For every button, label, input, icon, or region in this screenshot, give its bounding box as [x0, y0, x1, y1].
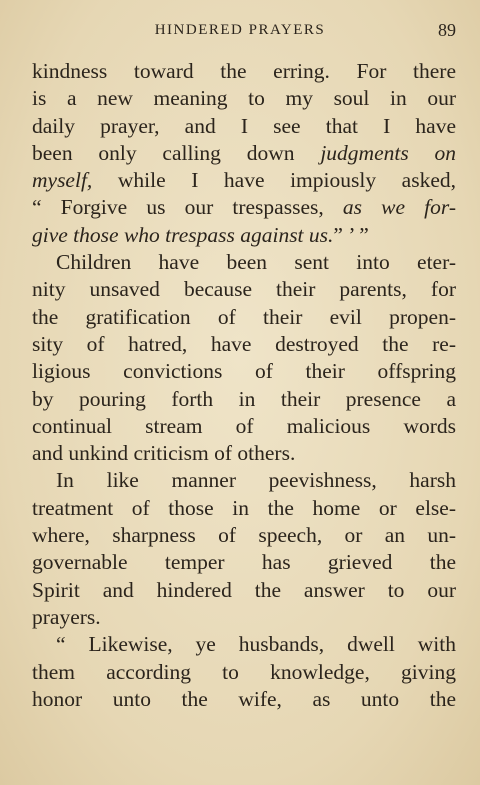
text-line — [32, 222, 456, 249]
text-line — [32, 659, 456, 686]
text-segment: ” ’ ” — [333, 222, 369, 247]
running-head — [0, 20, 480, 44]
italic-text: as we for- — [342, 195, 456, 220]
text-segment: prayers. — [32, 604, 101, 629]
paragraph — [32, 58, 456, 249]
text-segment: “ Forgive us our trespasses, — [32, 195, 343, 220]
text-line — [32, 413, 456, 440]
text-segment: continual stream of malicious words — [32, 413, 456, 438]
text-segment: is a new meaning to my soul in our — [32, 86, 456, 111]
text-segment: where, sharpness of speech, or an un- — [32, 523, 456, 548]
text-line — [32, 686, 456, 713]
text-line — [32, 467, 456, 494]
text-line — [32, 358, 456, 385]
text-line — [32, 440, 456, 467]
text-segment: treatment of those in the home or else- — [32, 495, 456, 520]
text-segment: them according to knowledge, giving — [32, 659, 456, 684]
running-title: HINDERED PRAYERS — [154, 22, 326, 38]
text-line — [32, 331, 456, 358]
text-line — [32, 276, 456, 303]
text-line — [32, 604, 456, 631]
body-text — [32, 58, 456, 713]
paragraph — [32, 631, 456, 713]
text-line — [32, 495, 456, 522]
paragraph — [32, 249, 456, 467]
text-segment: sity of hatred, have destroyed the re- — [32, 331, 456, 356]
text-line — [32, 140, 456, 167]
italic-text: give those who trespass against us. — [32, 222, 334, 247]
text-segment: by pouring forth in their presence a — [32, 386, 456, 411]
text-line — [32, 58, 456, 85]
italic-text: judgments on — [320, 140, 456, 165]
text-line — [32, 386, 456, 413]
text-segment: Spirit and hindered the answer to our — [32, 577, 456, 602]
italic-text: myself, — [32, 168, 93, 193]
text-segment: been only calling down — [32, 140, 321, 165]
text-line — [32, 549, 456, 576]
text-segment: Children have been sent into eter- — [56, 250, 456, 275]
text-segment: nity unsaved because their parents, for — [32, 277, 456, 302]
text-line — [32, 249, 456, 276]
page-number: 89 — [438, 20, 456, 40]
text-segment: ligious convictions of their offspring — [32, 359, 456, 384]
text-line — [32, 631, 456, 658]
paragraph — [32, 467, 456, 631]
text-line — [32, 522, 456, 549]
text-segment: kindness toward the erring. For there — [32, 59, 456, 83]
text-segment: the gratification of their evil propen- — [32, 304, 456, 329]
text-line — [32, 85, 456, 112]
text-segment: governable temper has grieved the — [32, 550, 456, 575]
text-segment: honor unto the wife, as unto the — [32, 686, 456, 711]
text-segment: daily prayer, and I see that I have — [32, 113, 456, 138]
text-segment: while I have impiously asked, — [92, 168, 456, 193]
text-line — [32, 167, 456, 194]
text-line — [32, 113, 456, 140]
text-line — [32, 194, 456, 221]
text-line — [32, 304, 456, 331]
text-segment: In like manner peevishness, harsh — [56, 468, 456, 493]
text-segment: “ Likewise, ye husbands, dwell with — [56, 632, 456, 657]
text-line — [32, 577, 456, 604]
text-segment: and unkind criticism of others. — [32, 441, 296, 466]
